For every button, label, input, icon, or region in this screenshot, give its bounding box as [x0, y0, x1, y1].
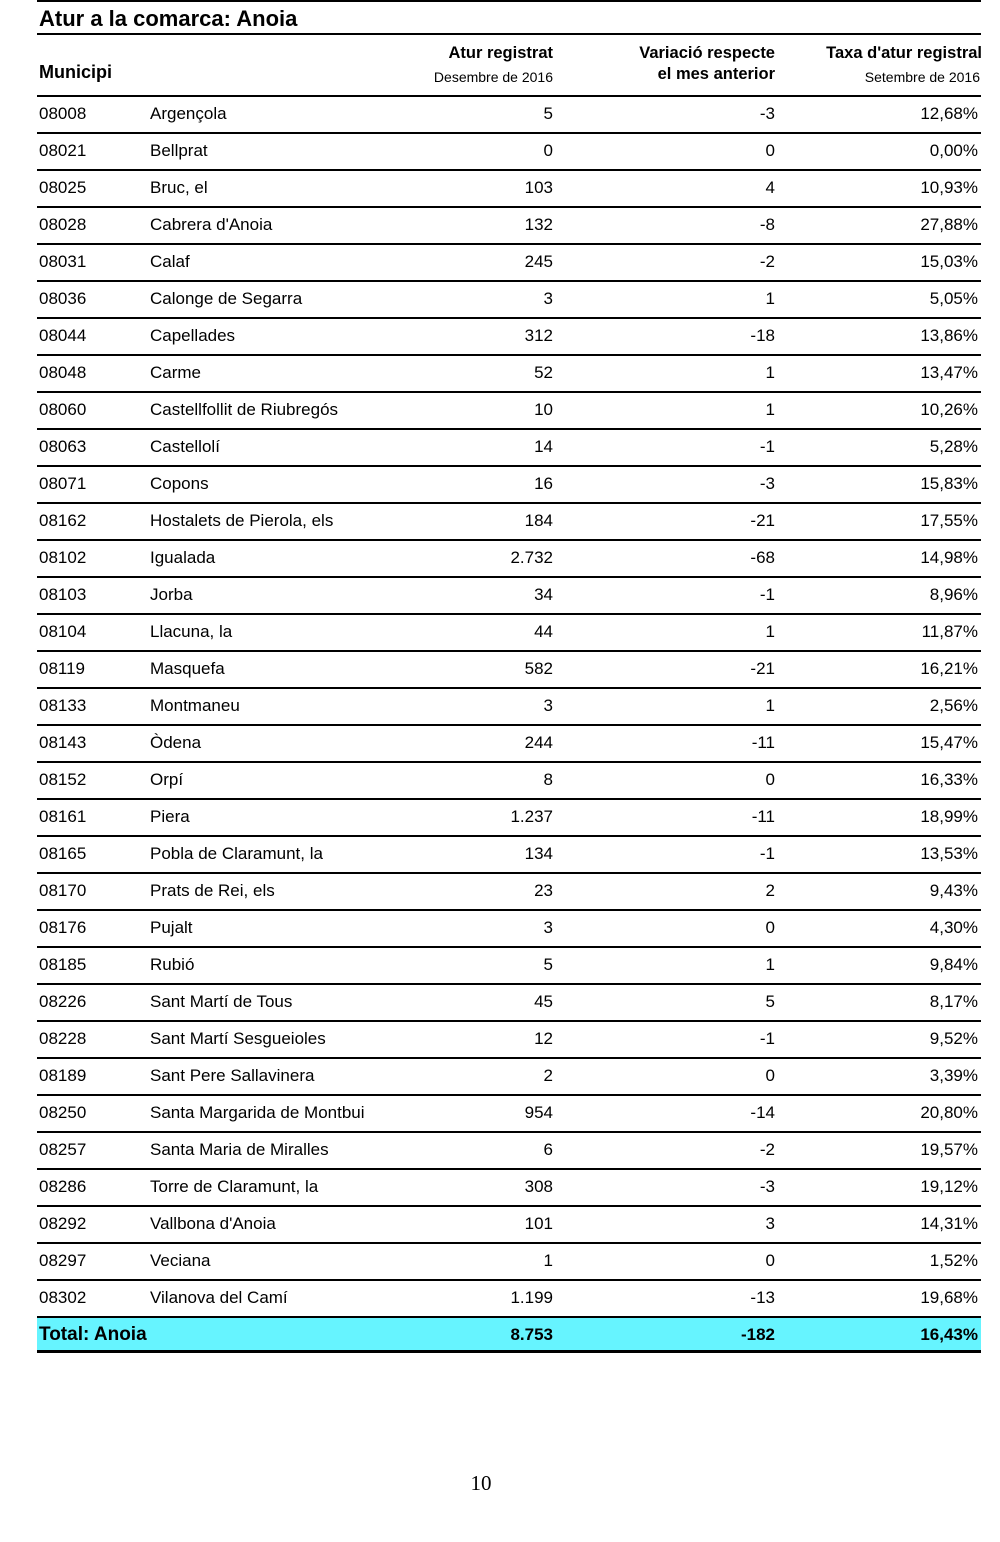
total-atur: 8.753 [510, 1325, 553, 1344]
monthly-variation: -2 [759, 252, 775, 271]
municipality-name: Pujalt [150, 918, 193, 937]
monthly-variation: -11 [751, 733, 775, 752]
municipality-name: Prats de Rei, els [150, 881, 275, 900]
monthly-variation: -1 [759, 844, 775, 863]
municipality-name: Bruc, el [150, 178, 208, 197]
municipality-name: Montmaneu [150, 696, 240, 715]
municipality-code: 08044 [39, 326, 87, 345]
municipality-name: Calaf [150, 252, 190, 271]
municipality-name: Cabrera d'Anoia [150, 215, 273, 234]
monthly-variation: 1 [765, 622, 775, 641]
monthly-variation: 1 [765, 289, 775, 308]
municipality-name: Vilanova del Camí [150, 1288, 288, 1307]
monthly-variation: -2 [759, 1140, 775, 1159]
municipality-code: 08048 [39, 363, 87, 382]
unemployment-rate: 15,83% [920, 474, 978, 493]
unemployment-rate: 12,68% [920, 104, 978, 123]
unemployment-rate: 3,39% [929, 1066, 978, 1085]
table-row [37, 1170, 981, 1207]
table-row [37, 689, 981, 726]
table-row [37, 1281, 981, 1318]
table-row [37, 541, 981, 578]
monthly-variation: -1 [759, 1029, 775, 1048]
monthly-variation: -3 [759, 1177, 775, 1196]
registered-unemployment: 14 [534, 437, 553, 456]
table-row [37, 1059, 981, 1096]
municipality-name: Sant Pere Sallavinera [150, 1066, 315, 1085]
unemployment-rate: 18,99% [920, 807, 978, 826]
monthly-variation: 0 [765, 1251, 775, 1270]
monthly-variation: 0 [765, 918, 775, 937]
header-variation-line2: el mes anterior [657, 65, 775, 83]
municipality-code: 08292 [39, 1214, 87, 1233]
table-row [37, 1096, 981, 1133]
unemployment-rate: 13,47% [920, 363, 978, 382]
unemployment-rate: 19,12% [920, 1177, 978, 1196]
table-row [37, 208, 981, 245]
municipality-code: 08143 [39, 733, 87, 752]
municipality-name: Vallbona d'Anoia [150, 1214, 276, 1233]
municipality-name: Rubió [150, 955, 195, 974]
unemployment-rate: 19,57% [920, 1140, 978, 1159]
registered-unemployment: 244 [524, 733, 553, 752]
monthly-variation: -18 [750, 326, 775, 345]
registered-unemployment: 1.199 [510, 1288, 553, 1307]
unemployment-rate: 2,56% [929, 696, 978, 715]
table-row [37, 763, 981, 800]
registered-unemployment: 3 [543, 289, 553, 308]
table-row [37, 615, 981, 652]
table-title: Atur a la comarca: Anoia [39, 6, 298, 31]
municipality-code: 08189 [39, 1066, 87, 1085]
monthly-variation: -68 [750, 548, 775, 567]
table-row [37, 245, 981, 282]
unemployment-rate: 10,26% [920, 400, 978, 419]
registered-unemployment: 954 [524, 1103, 553, 1122]
unemployment-rate: 27,88% [920, 215, 978, 234]
monthly-variation: -8 [759, 215, 775, 234]
table-row [37, 430, 981, 467]
monthly-variation: 1 [765, 955, 775, 974]
municipality-code: 08250 [39, 1103, 87, 1122]
unemployment-rate: 16,21% [920, 659, 978, 678]
unemployment-rate: 13,53% [920, 844, 978, 863]
total-label: Total: Anoia [39, 1324, 147, 1345]
registered-unemployment: 101 [524, 1214, 553, 1233]
municipality-name: Igualada [150, 548, 216, 567]
table-row [37, 1133, 981, 1170]
municipality-name: Copons [150, 474, 209, 493]
municipality-code: 08063 [39, 437, 87, 456]
monthly-variation: -3 [759, 104, 775, 123]
municipality-code: 08226 [39, 992, 87, 1011]
municipality-code: 08176 [39, 918, 87, 937]
monthly-variation: -21 [750, 511, 775, 530]
municipality-name: Hostalets de Pierola, els [150, 511, 334, 530]
registered-unemployment: 6 [543, 1140, 553, 1159]
municipality-code: 08025 [39, 178, 87, 197]
page-number: 10 [470, 1471, 492, 1495]
monthly-variation: -3 [759, 474, 775, 493]
unemployment-rate: 9,52% [929, 1029, 978, 1048]
table-row [37, 874, 981, 911]
registered-unemployment: 245 [524, 252, 553, 271]
registered-unemployment: 3 [543, 918, 553, 937]
monthly-variation: -14 [750, 1103, 775, 1122]
municipality-code: 08031 [39, 252, 87, 271]
municipality-code: 08119 [39, 659, 86, 678]
table-row [37, 800, 981, 837]
monthly-variation: -21 [750, 659, 775, 678]
monthly-variation: 4 [765, 178, 775, 197]
municipality-code: 08165 [39, 844, 87, 863]
monthly-variation: -1 [759, 585, 775, 604]
municipality-code: 08257 [39, 1140, 87, 1159]
municipality-code: 08286 [39, 1177, 87, 1196]
registered-unemployment: 44 [534, 622, 553, 641]
municipality-name: Veciana [150, 1251, 211, 1270]
municipality-name: Castellolí [150, 437, 220, 456]
unemployment-rate: 19,68% [920, 1288, 978, 1307]
monthly-variation: 2 [765, 881, 775, 900]
unemployment-rate: 5,28% [929, 437, 978, 456]
registered-unemployment: 10 [534, 400, 553, 419]
header-atur-title: Atur registrat [448, 44, 553, 62]
unemployment-rate: 9,43% [929, 881, 978, 900]
table-row [37, 356, 981, 393]
table-row [37, 393, 981, 430]
municipality-name: Santa Margarida de Montbui [150, 1103, 365, 1122]
table-row [37, 948, 981, 985]
monthly-variation: 0 [765, 141, 775, 160]
header-variation-line1: Variació respecte [639, 44, 775, 62]
registered-unemployment: 23 [534, 881, 553, 900]
table-row [37, 726, 981, 763]
monthly-variation: 0 [765, 770, 775, 789]
registered-unemployment: 45 [534, 992, 553, 1011]
registered-unemployment: 1 [543, 1251, 553, 1270]
municipality-code: 08302 [39, 1288, 87, 1307]
municipality-name: Castellfollit de Riubregós [150, 400, 339, 419]
registered-unemployment: 1.237 [510, 807, 553, 826]
registered-unemployment: 308 [524, 1177, 553, 1196]
registered-unemployment: 5 [543, 104, 553, 123]
municipality-code: 08060 [39, 400, 87, 419]
total-rate: 16,43% [920, 1325, 978, 1344]
registered-unemployment: 184 [524, 511, 553, 530]
unemployment-rate: 15,47% [920, 733, 978, 752]
municipality-code: 08161 [39, 807, 87, 826]
table-row [37, 1207, 981, 1244]
unemployment-rate: 11,87% [921, 622, 978, 641]
table-row [37, 1244, 981, 1281]
municipality-code: 08071 [39, 474, 87, 493]
table-title-bar [37, 0, 981, 34]
municipality-name: Llacuna, la [150, 622, 233, 641]
municipality-code: 08008 [39, 104, 87, 123]
registered-unemployment: 8 [543, 770, 553, 789]
municipality-code: 08170 [39, 881, 87, 900]
monthly-variation: 1 [765, 363, 775, 382]
unemployment-rate: 16,33% [920, 770, 978, 789]
monthly-variation: 3 [765, 1214, 775, 1233]
registered-unemployment: 103 [524, 178, 553, 197]
municipality-name: Bellprat [150, 141, 208, 160]
municipality-name: Torre de Claramunt, la [150, 1177, 319, 1196]
unemployment-rate: 8,96% [929, 585, 978, 604]
municipality-name: Argençola [150, 104, 227, 123]
header-rate-subtitle: Setembre de 2016 [864, 69, 980, 85]
header-rate-title: Taxa d'atur registral [826, 44, 982, 62]
unemployment-table [37, 0, 981, 1353]
table-row [37, 985, 981, 1022]
registered-unemployment: 16 [534, 474, 553, 493]
table-body [37, 97, 981, 1318]
municipality-name: Piera [150, 807, 190, 826]
unemployment-rate: 14,98% [920, 548, 978, 567]
registered-unemployment: 2 [543, 1066, 553, 1085]
unemployment-rate: 5,05% [929, 289, 978, 308]
table-row [37, 134, 981, 171]
registered-unemployment: 12 [534, 1029, 553, 1048]
registered-unemployment: 132 [524, 215, 553, 234]
total-row [37, 1318, 981, 1353]
table-row [37, 652, 981, 689]
registered-unemployment: 3 [543, 696, 553, 715]
monthly-variation: 1 [765, 400, 775, 419]
unemployment-rate: 9,84% [929, 955, 978, 974]
monthly-variation: -11 [751, 807, 775, 826]
unemployment-rate: 4,30% [929, 918, 978, 937]
municipality-name: Pobla de Claramunt, la [150, 844, 323, 863]
table-row [37, 319, 981, 356]
unemployment-rate: 20,80% [920, 1103, 978, 1122]
municipality-code: 08152 [39, 770, 87, 789]
monthly-variation: 5 [765, 992, 775, 1011]
municipality-code: 08028 [39, 215, 87, 234]
municipality-code: 08228 [39, 1029, 87, 1048]
unemployment-rate: 17,55% [920, 511, 978, 530]
unemployment-rate: 15,03% [920, 252, 978, 271]
municipality-code: 08104 [39, 622, 87, 641]
monthly-variation: -1 [759, 437, 775, 456]
table-row [37, 911, 981, 948]
monthly-variation: 0 [765, 1066, 775, 1085]
total-variation: -182 [740, 1325, 775, 1344]
table-row [37, 467, 981, 504]
municipality-name: Masquefa [150, 659, 225, 678]
municipality-name: Sant Martí de Tous [150, 992, 293, 1011]
municipality-code: 08103 [39, 585, 87, 604]
registered-unemployment: 582 [524, 659, 553, 678]
monthly-variation: -13 [750, 1288, 775, 1307]
unemployment-rate: 10,93% [920, 178, 978, 197]
municipality-name: Jorba [150, 585, 193, 604]
municipality-name: Santa Maria de Miralles [150, 1140, 329, 1159]
unemployment-rate: 14,31% [920, 1214, 978, 1233]
table-row [37, 837, 981, 874]
table-row [37, 282, 981, 319]
header-atur-subtitle: Desembre de 2016 [433, 69, 553, 85]
header-municipi: Municipi [39, 62, 112, 82]
municipality-code: 08102 [39, 548, 87, 567]
monthly-variation: 1 [765, 696, 775, 715]
municipality-code: 08162 [39, 511, 87, 530]
municipality-code: 08036 [39, 289, 87, 308]
municipality-name: Òdena [150, 733, 202, 752]
registered-unemployment: 52 [534, 363, 553, 382]
municipality-code: 08185 [39, 955, 87, 974]
registered-unemployment: 34 [534, 585, 553, 604]
municipality-code: 08021 [39, 141, 87, 160]
municipality-name: Carme [150, 363, 202, 382]
table-row [37, 1022, 981, 1059]
unemployment-rate: 13,86% [920, 326, 978, 345]
municipality-name: Sant Martí Sesgueioles [150, 1029, 326, 1048]
table-row [37, 171, 981, 208]
municipality-name: Calonge de Segarra [150, 289, 303, 308]
registered-unemployment: 2.732 [510, 548, 553, 567]
municipality-name: Orpí [150, 770, 184, 789]
registered-unemployment: 134 [524, 844, 553, 863]
unemployment-rate: 8,17% [929, 992, 978, 1011]
municipality-code: 08133 [39, 696, 87, 715]
unemployment-rate: 1,52% [929, 1251, 978, 1270]
table-row [37, 504, 981, 541]
unemployment-rate: 0,00% [929, 141, 978, 160]
table-row [37, 578, 981, 615]
registered-unemployment: 0 [543, 141, 553, 160]
registered-unemployment: 5 [543, 955, 553, 974]
municipality-name: Capellades [150, 326, 236, 345]
registered-unemployment: 312 [524, 326, 553, 345]
table-row [37, 97, 981, 134]
column-headers [37, 34, 981, 97]
municipality-code: 08297 [39, 1251, 87, 1270]
